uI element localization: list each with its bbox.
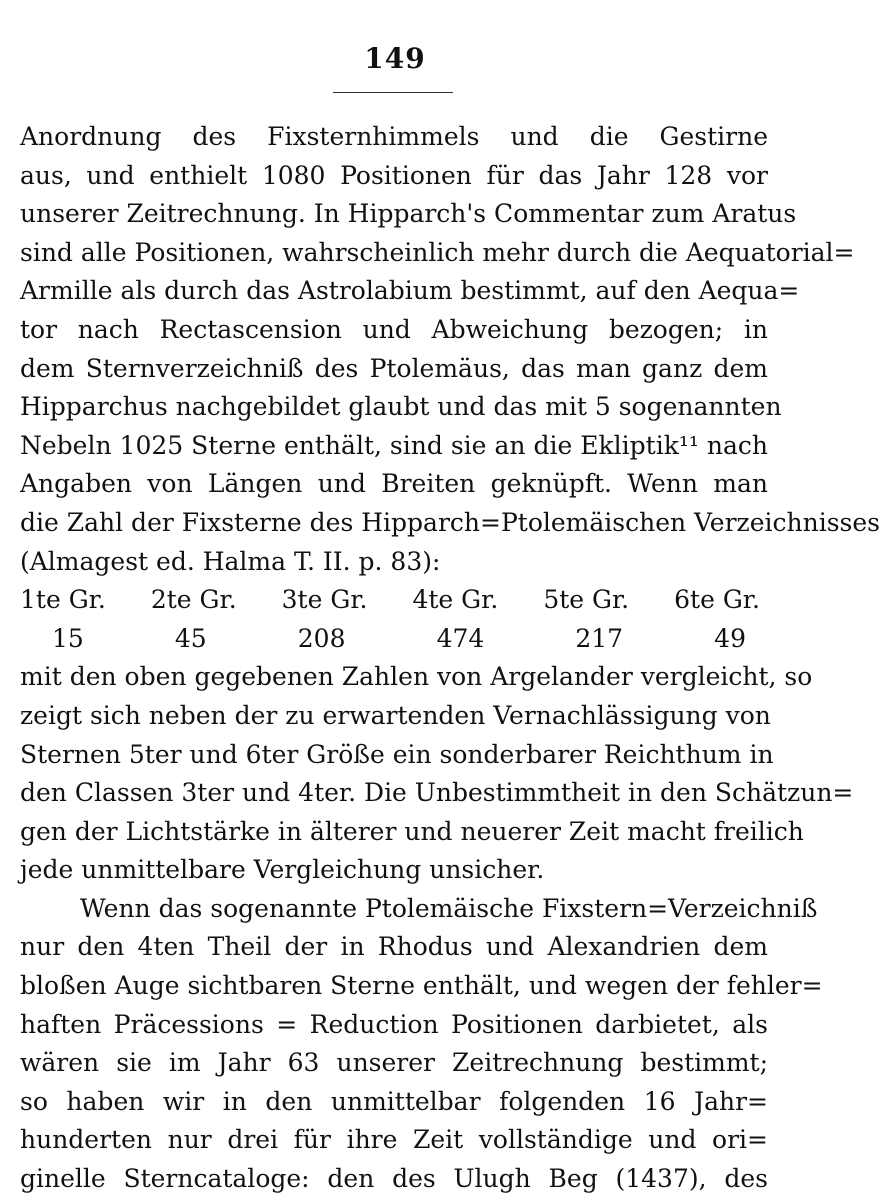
text-line: mit den oben gegebenen Zahlen von Argelander vergleicht, so — [20, 662, 813, 692]
text-line: bloßen Auge sichtbaren Sterne enthält, und wegen der fehler= — [20, 971, 823, 1001]
star-count: 474 — [436, 623, 485, 653]
body-text — [20, 118, 880, 1199]
page-number: 149 — [364, 42, 426, 75]
text-line: nur den 4ten Theil der in Rhodus und Alexandrien dem — [20, 932, 768, 962]
text-line: Nebeln 1025 Sterne enthält, sind sie an die Ekliptik¹¹ nach — [20, 430, 768, 460]
text-line: zeigt sich neben der zu erwartenden Vernachlässigung von — [20, 700, 771, 730]
text-line: dem Sternverzeichniß des Ptolemäus, das man ganz dem — [20, 353, 768, 383]
text-line: Hipparchus nachgebildet glaubt und das mit 5 sogenannten — [20, 392, 782, 422]
magnitude-header: 6te Gr. — [674, 585, 760, 615]
text-line: so haben wir in den unmittelbar folgenden 16 Jahr= — [20, 1086, 768, 1116]
star-count: 217 — [575, 623, 624, 653]
text-line: die Zahl der Fixsterne des Hipparch=Ptolemäischen Verzeichnisses — [20, 507, 880, 537]
text-line: Armille als durch das Astrolabium bestimmt, auf den Aequa= — [20, 276, 800, 306]
text-line: den Classen 3ter und 4ter. Die Unbestimmtheit in den Schätzun= — [20, 778, 854, 808]
star-count: 15 — [52, 623, 84, 653]
text-line: wären sie im Jahr 63 unserer Zeitrechnung bestimmt; — [20, 1048, 768, 1078]
text-line: haften Präcessions = Reduction Positionen darbietet, als — [20, 1009, 768, 1039]
header-rule — [333, 92, 453, 93]
text-line: (Almagest ed. Halma T. II. p. 83): — [20, 546, 441, 576]
text-line: hunderten nur drei für ihre Zeit vollständige und ori= — [20, 1125, 768, 1155]
text-line: ginelle Sterncataloge: den des Ulugh Beg (1437), des — [20, 1164, 768, 1194]
star-count: 208 — [297, 623, 346, 653]
magnitude-header: 4te Gr. — [412, 585, 499, 615]
text-line: unserer Zeitrechnung. In Hipparch's Commentar zum Aratus — [20, 199, 797, 229]
text-line: tor nach Rectascension und Abweichung bezogen; in — [20, 314, 768, 344]
text-line: aus, und enthielt 1080 Positionen für das Jahr 128 vor — [20, 160, 768, 190]
magnitude-header: 1te Gr. — [20, 585, 106, 615]
magnitude-header: 3te Gr. — [281, 585, 368, 615]
star-count: 45 — [174, 623, 207, 653]
magnitude-header: 2te Gr. — [150, 585, 237, 615]
text-line: sind alle Positionen, wahrscheinlich mehr durch die Aequatorial= — [20, 237, 855, 267]
magnitude-header-row — [20, 581, 768, 620]
text-line: Anordnung des Fixsternhimmels und die Gestirne — [20, 122, 768, 151]
text-line: Angaben von Längen und Breiten geknüpft. Wenn man — [20, 469, 768, 499]
star-count-row — [20, 620, 768, 659]
text-line: Sternen 5ter und 6ter Größe ein sonderbarer Reichthum in — [20, 739, 774, 769]
text-line: jede unmittelbare Vergleichung unsicher. — [20, 855, 545, 885]
star-count: 49 — [714, 623, 746, 653]
magnitude-header: 5te Gr. — [543, 585, 630, 615]
text-line: gen der Lichtstärke in älterer und neuerer Zeit macht freilich — [20, 816, 804, 846]
paragraph-first-line: Wenn das sogenannte Ptolemäische Fixstern=Verzeichniß — [80, 893, 818, 923]
